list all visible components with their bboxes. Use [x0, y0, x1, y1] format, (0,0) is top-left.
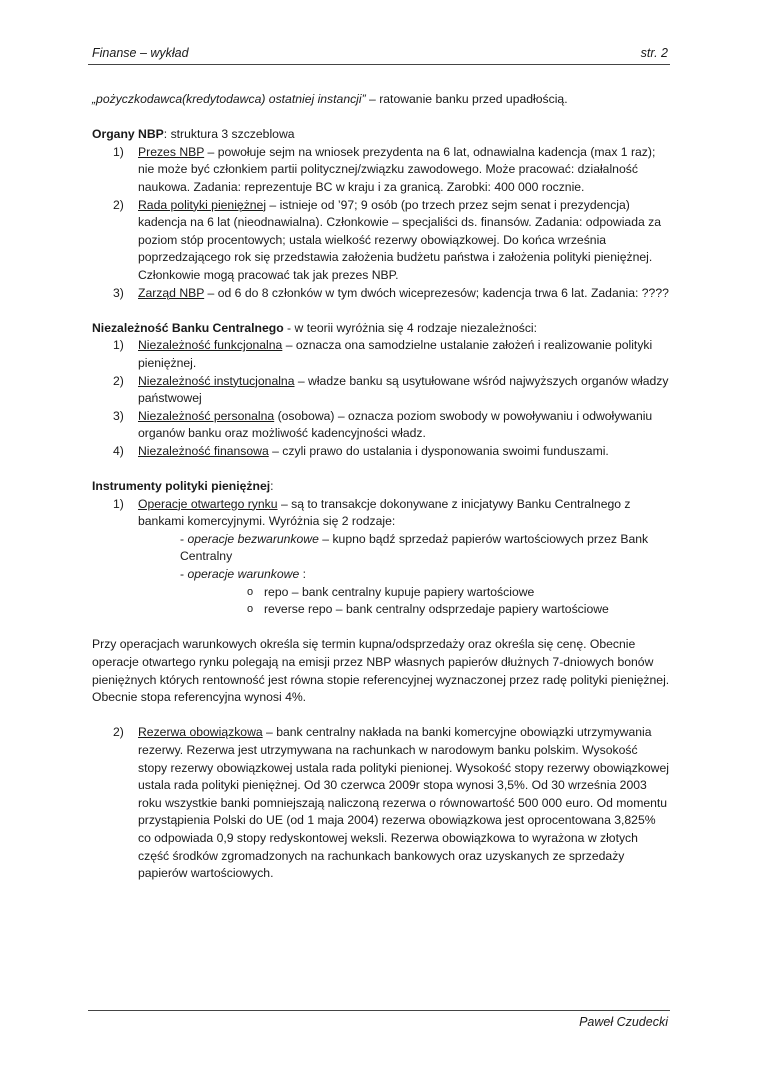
- footer-author: Paweł Czudecki: [579, 1015, 668, 1029]
- header-rule: [88, 64, 670, 65]
- section-heading: Organy NBP: [92, 127, 164, 142]
- item-text: – oznacza ona samodzielne ustalanie założeń i realizowanie polityki pieniężnej.: [138, 338, 653, 370]
- term: Niezależność personalna: [138, 408, 275, 423]
- list-item: [92, 496, 670, 531]
- instrumenty-list-continued: [92, 724, 670, 882]
- dash: -: [180, 531, 188, 546]
- item-text: :: [299, 567, 307, 582]
- list-item: [92, 337, 670, 372]
- term: Niezależność instytucjonalna: [138, 373, 295, 388]
- circle-bullet-icon: o: [247, 603, 254, 616]
- term: operacje warunkowe: [187, 567, 300, 582]
- term: operacje bezwarunkowe: [187, 531, 319, 546]
- section-heading: Niezależność Banku Centralnego: [92, 320, 284, 335]
- term: Rada polityki pieniężnej: [138, 197, 267, 212]
- list-number: 3): [113, 408, 124, 423]
- term: Prezes NBP: [138, 144, 205, 159]
- term: Operacje otwartego rynku: [138, 496, 278, 511]
- footer-rule: [88, 1010, 670, 1011]
- item-text: – od 6 do 8 członków w tym dwóch wiceprezesów; kadencja trwa 6 lat. Zadania: ????: [204, 285, 669, 300]
- list-number: 4): [113, 443, 124, 458]
- bullet-item: [92, 601, 670, 619]
- list-item: [92, 285, 670, 303]
- list-number: 1): [113, 496, 124, 511]
- item-text: – władze banku są usytułowane wśród najwyższych organów władzy państwowej: [138, 373, 669, 406]
- item-text: – kupno bądź sprzedaż papierów wartościowych przez Bank Centralny: [180, 531, 649, 564]
- list-item: [92, 373, 670, 408]
- niezaleznosc-heading-line: [92, 320, 670, 338]
- bezwarunkowe-line: [92, 531, 670, 566]
- list-number: 3): [113, 285, 124, 300]
- circle-bullet-icon: o: [247, 585, 254, 598]
- item-text: – powołuje sejm na wniosek prezydenta na 6 lat, odnawialna kadencja (max 1 raz); nie może być członkiem partii politycznej/związku zawodowego. Może pracować: działalność naukowa. Zadania: reprezentuje BC w kraju i za granicą. Zarobki: 400 000 rocznie.: [138, 144, 656, 194]
- list-number: 2): [113, 197, 124, 212]
- term: Rezerwa obowiązkowa: [138, 725, 263, 740]
- document-body: [92, 91, 670, 883]
- instrumenty-list: [92, 496, 670, 531]
- item-text: – istnieje od ’97; 9 osób (po trzech przez sejm senat i prezydencja) kadencja na 6 lat (nieodnawialna). Członkowie – specjaliści ds. finansów. Zadania: odpowiada za poziom stóp procentowych; ustala wielkość rezerwy obowiązkowej. Do końca września poprzedzającego rok się przedstawia założenia budżetu państwa i założenia polityki pieniężnej. Członkowie mogą pracować tak jak prezes NBP.: [138, 197, 662, 282]
- list-number: 1): [113, 144, 124, 159]
- list-number: 2): [113, 725, 124, 740]
- page-header: [92, 46, 668, 64]
- item-text: – czyli prawo do ustalania i dysponowania swoimi funduszami.: [268, 443, 609, 458]
- dash: -: [180, 567, 188, 582]
- section-heading: Instrumenty polityki pieniężnej: [92, 479, 271, 494]
- list-item: [92, 197, 670, 285]
- page-number: str. 2: [640, 46, 668, 60]
- bullet-item: [92, 584, 670, 602]
- instrumenty-heading-line: [92, 478, 670, 496]
- header-title: Finanse – wykład: [92, 46, 189, 60]
- intro-line: [92, 91, 670, 109]
- term: Zarząd NBP: [138, 285, 205, 300]
- term: Niezależność finansowa: [138, 443, 269, 458]
- bullet-text: repo – bank centralny kupuje papiery wartościowe: [264, 584, 535, 599]
- list-item: [92, 443, 670, 461]
- bullet-text: reverse repo – bank centralny odsprzedaje papiery wartościowe: [264, 602, 609, 617]
- list-item: [92, 408, 670, 443]
- list-item: [92, 724, 670, 882]
- operacje-paragraph: Przy operacjach warunkowych określa się termin kupna/odsprzedaży oraz określa się cenę. Obecnie operacje otwartego rynku polegają na emisji przez NBP własnych papierów dłużnych 7-dniowych bonów pieniężnych których rentowność jest równa stopie referencyjnej wyznaczonej przez radę polityki pieniężnej. Obecnie stopa referencyjna wynosi 4%.: [92, 637, 670, 705]
- item-text: – bank centralny nakłada na banki komercyjne obowiązki utrzymywania rezerwy. Rezerwa jest utrzymywana na rachunkach w narodowym banku polskim. Wysokość stopy rezerwy obowiązkowej ustala rada polityki pienionej. Wysokość stopy rezerwy obowiązkowej ustala rada polityki pieniężnej. Od 30 czerwca 2009r stopa wynosi 3,5%. Od 30 września 2003 roku wszystkie banki pomniejszają naliczoną rezerwa o równowartość 500 000 euro. Od momentu przystąpienia Polski do UE (od 1 maja 2004) rezerwa obowiązkowa jest oprocentowana 3,825% co odpowiada 0,9 stopy redyskontowej weksli. Rezerwa obowiązkowa to wyrażona w złotych część środków zgromadzonych na rachunkach bankowych oraz uzyskanych ze sprzedaży papierów wartościowych.: [138, 725, 669, 881]
- term: Niezależność funkcjonalna: [138, 338, 283, 353]
- section-heading-rest: - w teorii wyróżnia się 4 rodzaje niezależności:: [283, 320, 538, 335]
- item-text: – oznacza poziom swobody w powoływaniu i odwoływaniu organów banku oraz możliwość kadencyjności władz.: [138, 408, 653, 441]
- list-number: 1): [113, 338, 124, 353]
- list-item: [92, 144, 670, 197]
- list-number: 2): [113, 373, 124, 388]
- intro-rest: – ratowanie banku przed upadłością.: [365, 92, 568, 106]
- term-extra: (osobowa): [274, 408, 335, 423]
- intro-quote: „pożyczkodawca(kredytodawca) ostatniej instancji”: [92, 92, 366, 106]
- niezaleznosc-list: [92, 337, 670, 460]
- warunkowe-line: [92, 566, 670, 584]
- section-heading-rest: : struktura 3 szczeblowa: [163, 127, 295, 142]
- organy-heading-line: [92, 126, 670, 144]
- organy-list: [92, 144, 670, 302]
- item-text: – są to transakcje dokonywane z inicjatywy Banku Centralnego z bankami komercyjnymi. Wyróżnia się 2 rodzaje:: [138, 496, 631, 529]
- section-heading-rest: :: [270, 479, 274, 494]
